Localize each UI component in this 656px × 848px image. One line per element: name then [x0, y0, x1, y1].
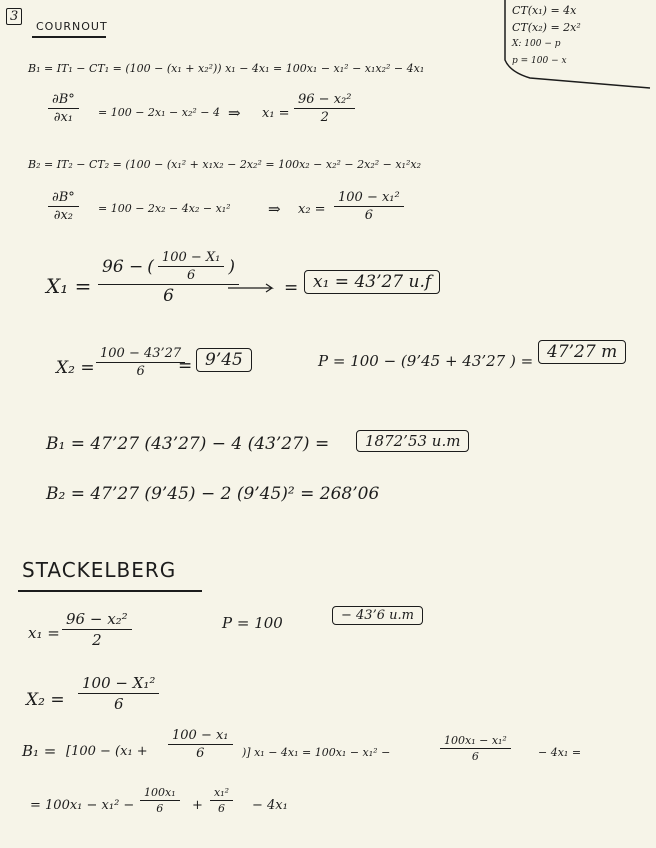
x1-solve-lhs: X₁ = — [46, 274, 92, 298]
x1-solve-equals: = — [284, 278, 299, 298]
foc2-rhs: = 100 − 2x₂ − 4x₂ − x₁² — [98, 202, 231, 215]
side-note-cost-1: CT(x₁) = 4x — [512, 4, 577, 17]
foc1-rhs: = 100 − 2x₁ − x₂² − 4 — [98, 106, 220, 119]
x1-result-box: x₁ = 43’27 u.f — [304, 270, 440, 294]
side-note-demand: X: 100 − p — [512, 39, 561, 49]
b2-profit-line: B₂ = IT₂ − CT₂ = (100 − (x₁² + x₁x₂ − 2x₂² = 100x₂ − x₂² − 2x₂² − x₁²x₂ — [28, 158, 421, 171]
side-note-price: p = 100 − x — [512, 56, 567, 66]
profit1-equation: B₁ = 47’27 (43’27) − 4 (43’27) = — [46, 434, 330, 454]
stackelberg-last-fraction-2: $\frac{\text{x₁²}}{6}$ — [210, 786, 233, 815]
stackelberg-b1-bracket-b: )] x₁ − 4x₁ = 100x₁ − x₁² − — [242, 746, 391, 759]
foc2-result-lhs: x₂ = — [298, 202, 326, 217]
stackelberg-b1-bracket-a: [100 − (x₁ + — [66, 744, 148, 759]
problem-number: 3 — [6, 8, 22, 25]
stackelberg-price: P = 100 — [222, 614, 283, 632]
cournot-price-equation: P = 100 − (9’45 + 43’27 ) = — [318, 352, 534, 370]
stackelberg-heading: STACKELBERG — [22, 558, 177, 582]
b1-profit-line: B₁ = IT₁ − CT₁ = (100 − (x₁ + x₂²)) x₁ − 4x₁ = 100x₁ − x₁² − x₁x₂² − 4x₁ — [28, 62, 425, 75]
foc1-result-lhs: x₁ = — [262, 106, 290, 121]
stackelberg-heading-underline — [18, 590, 202, 592]
stackelberg-b1-lhs: B₁ = — [22, 742, 57, 760]
cournot-price-result-box: 47’27 m — [538, 340, 626, 364]
foc1-derivative: $\frac{\partial B^\circ}{\text{∂x₁}}$ — [48, 92, 79, 125]
x2-solve-equals: = — [178, 356, 193, 376]
cournot-heading: COURNOUT — [36, 20, 108, 33]
foc1-result: $\frac{\text{96 − x₂²}}{2}$ — [294, 92, 355, 125]
stackelberg-last-lead: = 100x₁ − x₁² − — [30, 798, 135, 813]
stackelberg-x2-lhs: X₂ = — [26, 690, 65, 710]
stackelberg-last-fraction-1: $\frac{\text{100x₁}}{6}$ — [140, 786, 180, 815]
stackelberg-x1-fraction: $\frac{\text{96 − x₂²}}{2}$ — [62, 610, 132, 649]
stackelberg-b1-tail-fraction: $\frac{\text{100x₁ − x₁²}}{6}$ — [440, 734, 511, 763]
profit2-equation: B₂ = 47’27 (9’45) − 2 (9’45)² = 268’06 — [46, 484, 380, 504]
stackelberg-price-result-box: − 43’6 u.m — [332, 606, 423, 625]
foc1-arrow: ⇒ — [228, 104, 241, 122]
x1-solve-fraction: 96 − ( $\frac{\text{100 − X₁}}{6}$ ) 6 — [98, 250, 239, 306]
x2-solve-lhs: X₂ = — [56, 358, 95, 378]
x2-solve-fraction: $\frac{100 - 43’27}{6}$ — [96, 346, 185, 379]
stackelberg-last-end: − 4x₁ — [252, 798, 288, 813]
profit1-result-box: 1872’53 u.m — [356, 430, 469, 452]
stackelberg-x1-lhs: x₁ = — [28, 624, 60, 642]
stackelberg-b1-inner-fraction: $\frac{\text{100 − x₁}}{6}$ — [168, 728, 233, 761]
stackelberg-b1-tail-end: − 4x₁ = — [538, 746, 582, 759]
foc2-derivative: $\frac{\partial B^\circ}{\text{∂x₂}}$ — [48, 190, 79, 223]
foc2-result: $\frac{\text{100 − x₁²}}{6}$ — [334, 190, 404, 223]
cournot-heading-underline — [32, 36, 106, 38]
stackelberg-x2-fraction: $\frac{\text{100 − X₁²}}{6}$ — [78, 674, 159, 713]
side-note-cost-2: CT(x₂) = 2x² — [512, 21, 581, 34]
x2-result-box: 9’45 — [196, 348, 252, 372]
stackelberg-last-plus: + — [192, 798, 203, 813]
foc2-arrow: ⇒ — [268, 200, 281, 218]
